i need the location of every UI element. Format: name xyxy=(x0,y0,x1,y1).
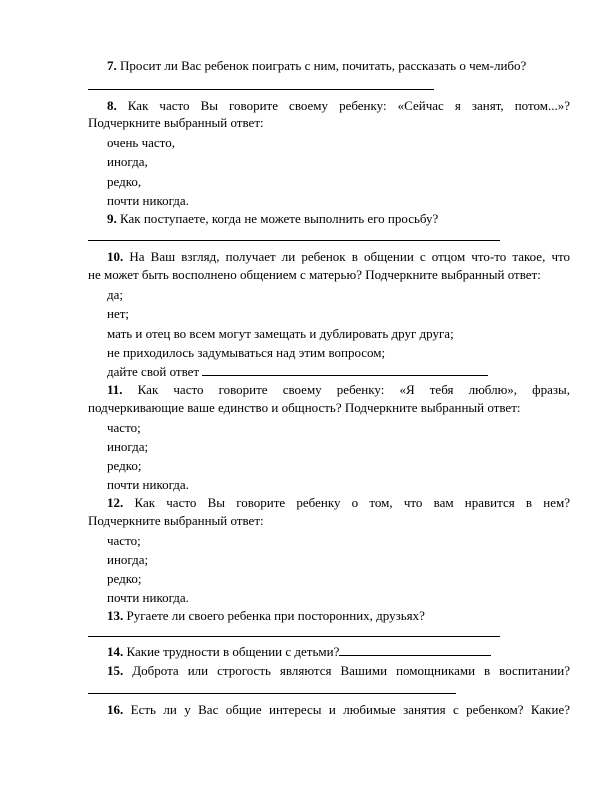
question-7: 7. Просит ли Вас ребенок поиграть с ним, почитать, рассказать о чем-либо? xyxy=(107,58,527,73)
question-15: 15. Доброта или строгость являются Вашими помощниками в воспитании? xyxy=(107,663,570,678)
q10-option[interactable]: мать и отец во всем могут замещать и дублировать друг друга; xyxy=(107,326,454,341)
q12-option[interactable]: иногда; xyxy=(107,552,149,567)
question-8-instruction: Подчеркните выбранный ответ: xyxy=(88,115,264,130)
q8-option[interactable]: иногда, xyxy=(107,154,148,169)
answer-line-15[interactable] xyxy=(88,693,456,694)
q10-option[interactable]: нет; xyxy=(107,306,130,321)
answer-field-14[interactable] xyxy=(339,644,491,656)
question-9: 9. Как поступаете, когда не можете выполнить его просьбу? xyxy=(107,211,439,226)
question-12-instruction: Подчеркните выбранный ответ: xyxy=(88,513,264,528)
q11-option[interactable]: часто; xyxy=(107,420,141,435)
question-12-line-1: 12. Как часто Вы говорите ребенку о том, что вам нравится в нем? xyxy=(107,495,570,510)
q8-option[interactable]: очень часто, xyxy=(107,135,175,150)
question-10-line-1: 10. На Ваш взгляд, получает ли ребенок в общении с отцом что-то такое, что xyxy=(107,249,570,264)
q12-option[interactable]: почти никогда. xyxy=(107,590,189,605)
question-10-line-2: не может быть восполнено общением с матерью? Подчеркните выбранный ответ: xyxy=(88,267,541,282)
q11-option[interactable]: редко; xyxy=(107,458,142,473)
question-8-line-1: 8. Как часто Вы говорите своему ребенку: «Сейчас я занят, потом...»? xyxy=(107,98,570,113)
q12-option[interactable]: редко; xyxy=(107,571,142,586)
answer-line-7[interactable] xyxy=(88,89,434,90)
own-answer-field[interactable] xyxy=(202,364,488,376)
answer-line-9[interactable] xyxy=(88,240,500,241)
q11-option[interactable]: почти никогда. xyxy=(107,477,189,492)
question-16: 16. Есть ли у Вас общие интересы и любимые занятия с ребенком? Какие? xyxy=(107,702,570,717)
q10-option-own-answer[interactable]: дайте свой ответ xyxy=(107,364,488,380)
q8-option[interactable]: почти никогда. xyxy=(107,193,189,208)
q12-option[interactable]: часто; xyxy=(107,533,141,548)
question-13: 13. Ругаете ли своего ребенка при посторонних, друзьях? xyxy=(107,608,425,623)
q11-option[interactable]: иногда; xyxy=(107,439,149,454)
q8-option[interactable]: редко, xyxy=(107,174,142,189)
q10-option[interactable]: не приходилось задумываться над этим вопросом; xyxy=(107,345,386,360)
answer-line-13[interactable] xyxy=(88,636,500,637)
q10-option[interactable]: да; xyxy=(107,287,123,302)
question-11-line-2: подчеркивающие ваше единство и общность? Подчеркните выбранный ответ: xyxy=(88,400,521,415)
question-11-line-1: 11. Как часто говорите своему ребенку: «Я тебя люблю», фразы, xyxy=(107,382,570,397)
question-14: 14. Какие трудности в общении с детьми? xyxy=(107,644,491,660)
